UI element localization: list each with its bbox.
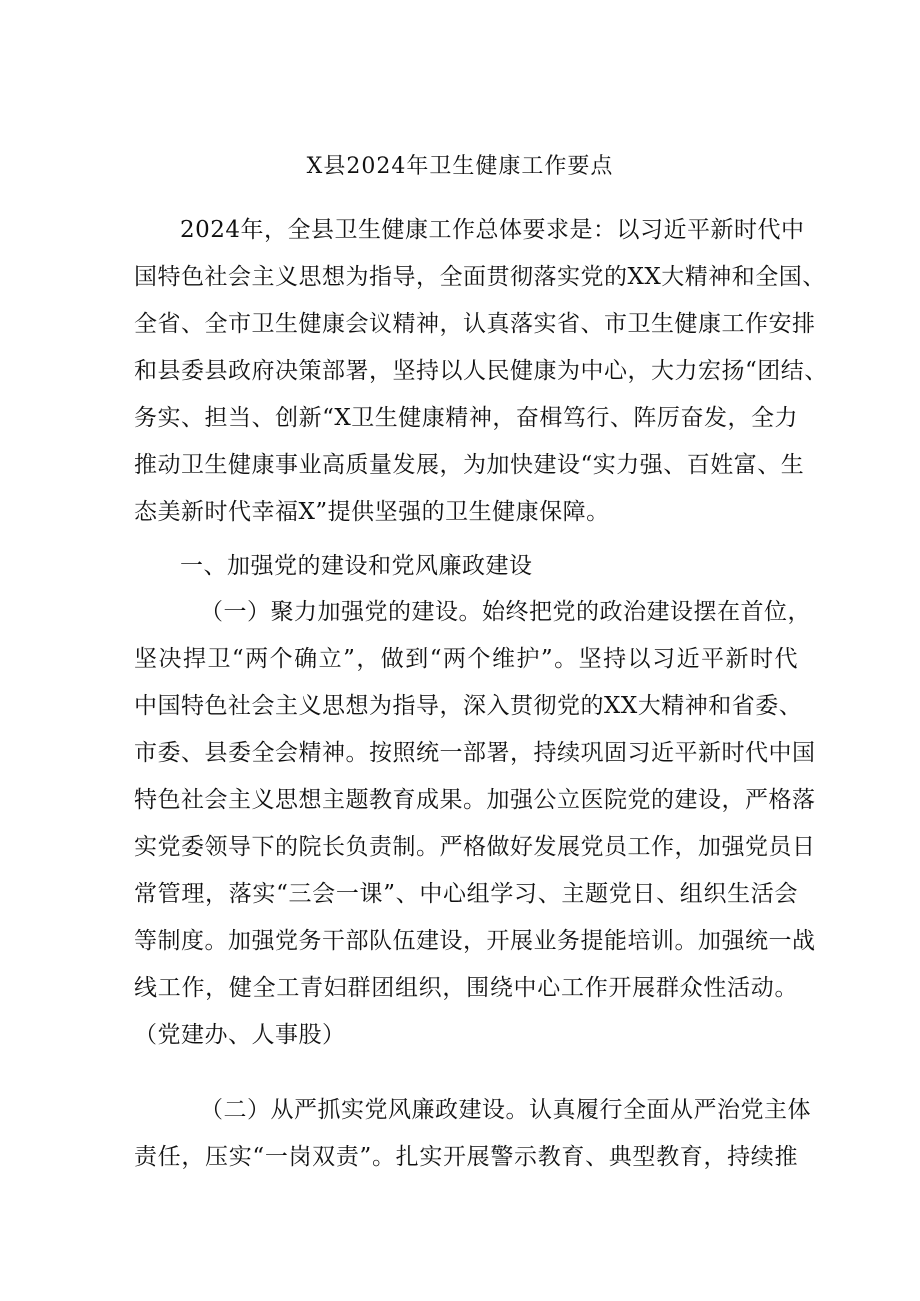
paragraph-line: 线工作，健全工青妇群团组织，围绕中心工作开展群众性活动。 — [134, 975, 798, 1001]
paragraph-line: 国特色社会主义思想为指导，全面贯彻落实党的XX大精神和全国、 — [134, 264, 826, 290]
paragraph-line: 等制度。加强党务干部队伍建设，开展业务提能培训。加强统一战 — [134, 928, 816, 954]
paragraph-line: 中国特色社会主义思想为指导，深入贯彻党的XX大精神和省委、 — [134, 693, 803, 719]
paragraph-line: （党建办、人事股） — [134, 1022, 346, 1048]
paragraph-line: 2024年，全县卫生健康工作总体要求是：以习近平新时代中 — [180, 217, 805, 243]
document-title: X县2024年卫生健康工作要点 — [306, 154, 614, 179]
paragraph-line: 态美新时代幸福X”提供坚强的卫生健康保障。 — [134, 499, 610, 525]
paragraph-line: 全省、全市卫生健康会议精神，认真落实省、市卫生健康工作安排 — [134, 311, 816, 337]
paragraph-line: 常管理，落实“三会一课”、中心组学习、主题党日、组织生活会 — [134, 881, 798, 907]
section-heading: 一、加强党的建设和党风廉政建设 — [180, 553, 533, 579]
paragraph-line: （二）从严抓实党风廉政建设。认真履行全面从严治党主体 — [200, 1097, 811, 1123]
paragraph-line: （一）聚力加强党的建设。始终把党的政治建设摆在首位， — [200, 599, 811, 625]
paragraph-line: 特色社会主义思想主题教育成果。加强公立医院党的建设，严格落 — [134, 787, 816, 813]
paragraph-line: 务实、担当、创新“X卫生健康精神，奋楫笃行、阵厉奋发，全力 — [134, 405, 798, 431]
paragraph-line: 和县委县政府决策部署，坚持以人民健康为中心，大力宏扬“团结、 — [134, 358, 828, 384]
paragraph-line: 市委、县委全会精神。按照统一部署，持续巩固习近平新时代中国 — [134, 740, 816, 766]
paragraph-line: 推动卫生健康事业高质量发展，为加快建设“实力强、百姓富、生 — [134, 452, 805, 478]
paragraph-line: 责任，压实“一岗双责”。扎实开展警示教育、典型教育，持续推 — [134, 1144, 798, 1170]
paragraph-line: 实党委领导下的院长负责制。严格做好发展党员工作，加强党员日 — [134, 834, 816, 860]
paragraph-line: 坚决捍卫“两个确立”，做到“两个维护”。坚持以习近平新时代 — [134, 646, 798, 672]
